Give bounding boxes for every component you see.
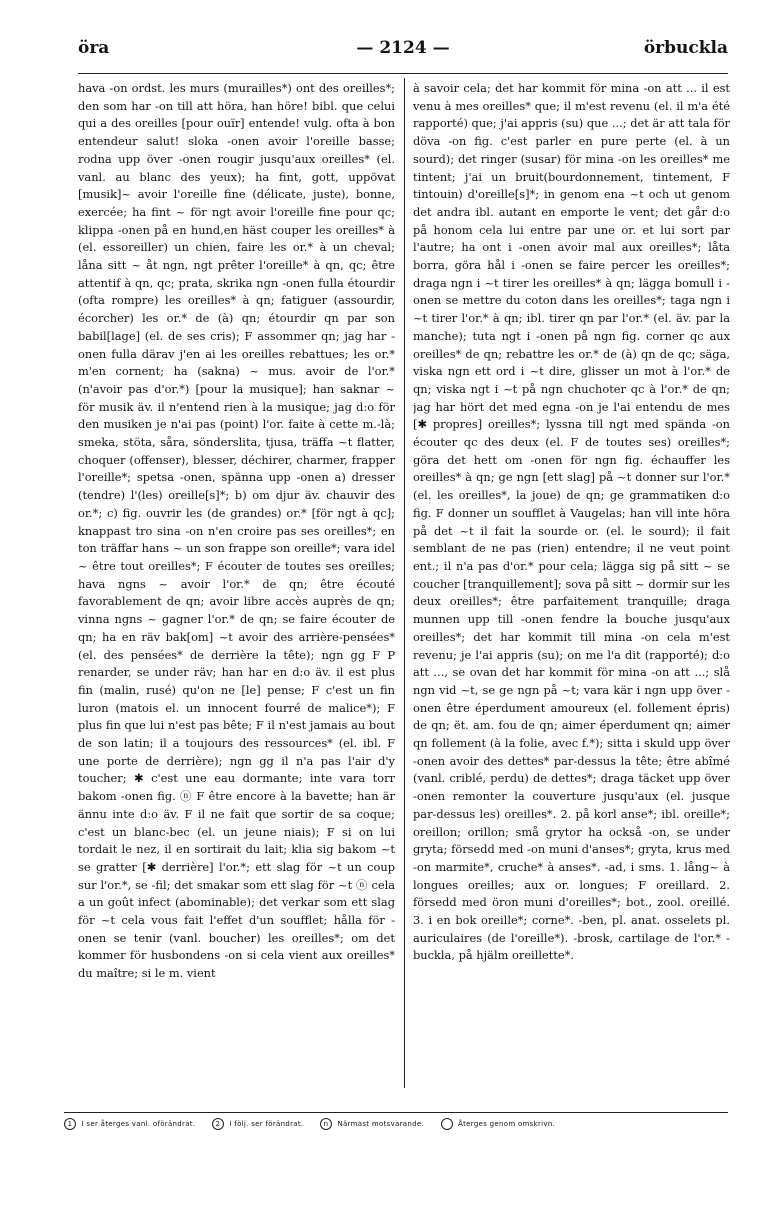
right-column-text: à savoir cela; det har kommit för mina -on att ... il est venu à mes oreilles* que; il m'est revenu (el. il m'a été rapporté) que; j'ai appris (su) que ...; det är att tala för döva -on fig. c'est parler en pure perte (el. à un sourd); det ringer (susar) för mina -on les oreilles* me tintent; j'ai un bruit(bourdonnement, tintement, F tintouin) d'oreille[s]*; in genom ena ~t och ut genom det andra ibl. autant en emporte le vent; det går d:o på honom cela lui entre par une or. et lui sort par l'autre; ha ont i -onen avoir mal aux oreilles*; låta borra, göra hål i -onen se faire percer les oreilles*; draga ngn i ~t tirer les oreilles* à qn; lägga bomull i -onen se mettre du coton dans les oreilles*; taga ngn i ~t tirer l'or.* à qn; ibl. tirer qn par l'or.* (el. äv. par la manche); tuta ngt i -onen på ngn fig. corner qc aux oreilles* de qn; rebattre les or.* de (à) qn de qc; säga, viska ngn ett ord i ~t dire, glisser un mot à l'or.* de qn; viska ngt i ~t på ngn chuchoter qc à l'or.* de qn; jag har hört det med egna -on je l'ai entendu de mes [✱ propres] oreilles*; lyssna till ngt med spända -on écouter qc des deux (el. F de toutes ses) oreilles*; göra det hett om -onen för ngn fig. échauffer les oreilles* à qn; ge ngn [ett slag] på ~t donner sur l'or.* (el. les oreilles*, la joue) de qn; ge grammatiken d:o fig. F donner un soufflet à Vaugelas; han vill inte höra på det ~t il fait la sourde or. (el. le sourd); il fait semblant de ne pas (rien) entendre; il ne veut point ent.; il n'a pas d'or.* pour cela; lägga sig på sitt ~ se coucher [tranquillement]; sova på sitt ~ dormir sur les deux oreilles*; être parfaitement tranquille; draga munnen upp till -onen fendre la bouche jusqu'aux oreilles*; det har kommit till mina -on cela m'est revenu; je l'ai appris (su); on me l'a dit (rapporté); d:o att ..., se ovan det har kommit för mina -on att ...; slå ngn vid ~t, se ge ngn på ~t; vara kär i ngn upp över -onen être éperdument amoureux (el. follement épris) de qn; ët. am. fou de qn; aimer éperdument qn; aimer qn follement (à la folie, avec f.*); sitta i skuld upp över -onen avoir des dettes* par-dessus la tête; être abîmé (vanl. criblé, perdu) de dettes*; draga täcket upp över -onen remonter la couverture jusqu'aux (el. jusque par-dessus les) oreilles*. 2. på korl anse*; ibl. oreille*; oreillon; orillon; små grytor ha också -on, se under gryta; försedd med -on muni d'anses*; gryta, krus med -on marmite*, cruche* à anses*. -ad, i sms. 1. lång~ à longues oreilles; aux or. longues; F oreillard. 2. försedd med öron muni d'oreilles*; bot., zool. oreillé. 3. i en bok oreille*; corne*. -ben, pl. anat. osselets pl. auriculaires (de l'oreille*). -brosk, cartilage de l'or.* -buckla, på hjälm oreillette*. [413, 81, 730, 963]
footnote-text-3: Närmast motsvarande. [337, 1120, 424, 1128]
header-last-word: örbuckla [643, 38, 728, 58]
footnote-text-4: Återges genom omskrivn. [458, 1120, 556, 1128]
page-number: — 2124 — [356, 38, 450, 58]
footnote-rule [64, 1112, 728, 1113]
footnote-1 [64, 1118, 195, 1130]
header-first-word: öra [78, 38, 110, 58]
footnote-mark-4 [441, 1118, 453, 1130]
column-divider [404, 78, 405, 1088]
page-header [78, 38, 728, 64]
footnote-4 [441, 1118, 556, 1130]
footnote-mark-2: 2 [212, 1118, 224, 1130]
footnote-text-2: I följ. ser förändrat. [229, 1120, 304, 1128]
footnote-text-1: I ser återges vanl. oförändrat. [81, 1120, 196, 1128]
header-rule [78, 73, 728, 74]
footnote-2 [212, 1118, 304, 1130]
footnote-mark-1: 1 [64, 1118, 76, 1130]
footnotes [64, 1118, 728, 1130]
left-column-text: hava -on ordst. les murs (murailles*) ont des oreilles*; den som har -on till att höra, han höre! bibl. que celui qui a des oreilles [pour ouïr] entende! vulg. ofta à bon entendeur salut! sloka -onen avoir l'oreille basse; rodna upp över -onen rougir jusqu'aux oreilles* (el. vanl. au blanc des yeux); ha fint, gott, uppövat [musik]~ avoir l'oreille fine (délicate, juste), bonne, exercée; ha fint ~ för ngt avoir l'oreille fine pour qc; klippa -onen på en hund,en häst couper les oreilles* à (el. essoreiller) un chien, faire les or.* à un cheval; låna sitt ~ åt ngn, ngt prêter l'oreille* à qn, qc; être attentif à qn, qc; prata, skrika ngn -onen fulla étourdir (ofta rompre) les oreilles* à qn; fatiguer (assourdir, écorcher) les or.* de (à) qn; étourdir qn par son babil[lage] (el. de ses cris); F assommer qn; jag har -onen fulla därav j'en ai les oreilles rebattues; les or.* m'en cornent; ha (sakna) ~ mus. avoir de l'or.* (n'avoir pas d'or.*) [pour la musique]; han saknar ~ för musik äv. il n'entend rien à la musique; jag d:o för den musiken je n'ai pas (point) l'or. faite à cette m.-là; smeka, stöta, såra, sönderslita, tjusa, träffa ~t flatter, choquer (offenser), blesser, déchirer, charmer, frapper l'oreille*; spetsa -onen, spänna upp -onen a) dresser (tendre) l'(les) oreille[s]*; b) om djur äv. chauvir des or.*; c) fig. ouvrir les (de grandes) or.* [för ngt à qc]; knappast tro sina -on n'en croire pas ses oreilles*; en ton träffar hans ~ un son frappe son oreille*; vara idel ~ être tout oreilles*; F écouter de toutes ses oreilles; hava ngns ~ avoir l'or.* de qn; être écouté favorablement de qn; avoir libre accès auprès de qn; vinna ngns ~ gagner l'or.* de qn; se faire écouter de qn; ha en räv bak[om] ~t avoir des arrière-pensées* (el. des pensées* de derrière la tête); ngn gg F P renarder, se under räv; han har en d:o äv. il est plus fin (malin, rusé) qu'on ne [le] pense; F c'est un fin luron (matois el. un innocent fourré de malice*); F plus fin que lui n'est pas bête; F il n'est jamais au bout de son latin; il a toujours des ressources* (el. ibl. F une porte de derrière); ngn gg il n'a pas l'air d'y toucher; ✱ c'est une eau dormante; inte vara torr bakom -onen fig. ⓝ F être encore à la bavette; han är ännu inte d:o äv. F il ne fait que sortir de sa coque; c'est un blanc-bec (el. un jeune niais); F si on lui tordait le nez, il en sortirait du lait; klia sig bakom ~t se gratter [✱ derrière] l'or.*; ett slag för ~t un coup sur l'or.*, se -fil; det smakar som ett slag för ~t ⓝ cela a un goût infect (abominable); det verkar som ett slag för ~t cela vous fait l'effet d'un soufflet; hålla för -onen se tenir (vanl. boucher) les oreilles*; om det kommer för husbondens -on si cela vient aux oreilles* du maître; si le m. vient [78, 81, 395, 981]
footnote-mark-3: n [320, 1118, 332, 1130]
footnote-3 [320, 1118, 424, 1130]
